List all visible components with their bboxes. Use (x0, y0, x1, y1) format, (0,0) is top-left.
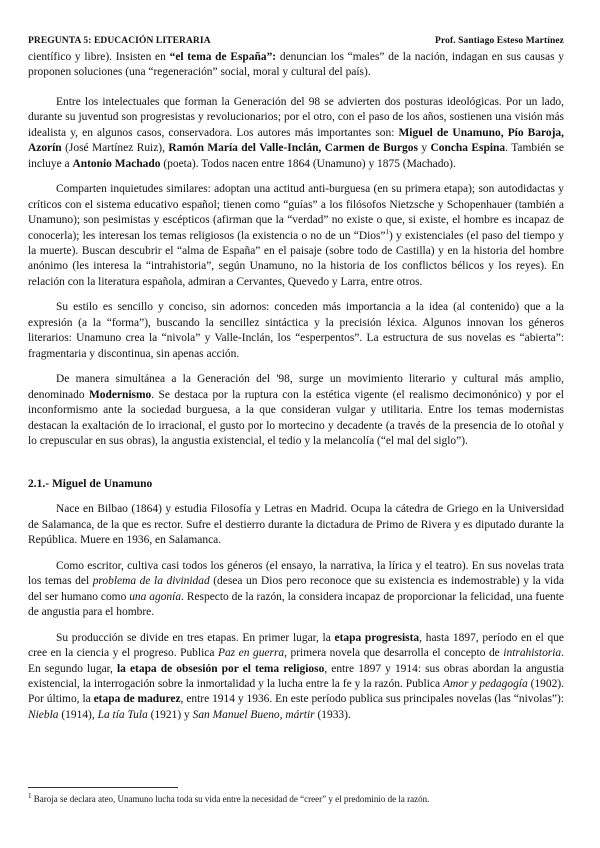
header-left: PREGUNTA 5: EDUCACIÓN LITERARIA (28, 36, 211, 46)
paragraph-unamuno-bio: Nace en Bilbao (1864) y estudia Filosofía y Letras en Madrid. Ocupa la cátedra de Griego en la Universidad de Salamanca, de la que es rector. Sufre el destierro durante la dictadura de Primo de Rivera y es diputado durante la República. Muere en 1936, en Salamanca. (28, 503, 564, 547)
paragraph-intro-continuation: científico y libre). Insisten en “el tema de España”: denuncian los “males” de la nación, indagan en sus causas y proponen soluciones (una “regeneración” social, moral y cultural del país). (28, 51, 564, 79)
document-body (28, 50, 564, 733)
paragraph-modernism: De manera simultánea a la Generación del '98, surge un movimiento literario y cultural más amplio, denominado Modernismo. Se destaca por la ruptura con la estética vigente (el realismo decimonónico) y por el inconformismo ante la sociedad burguesa, a la que consideran vulgar y utilitaria. Entre los temas modernistas destacan la exaltación de lo irracional, el gusto por lo mortecino y decadente (a través de la presencia de lo otoñal y lo crepuscular en sus obras), la angustia existencial, el tedio y la melancolía (“el mal del siglo”). (28, 373, 564, 447)
header-right: Prof. Santiago Esteso Martínez (435, 36, 564, 46)
footnote-reference: 1 (385, 227, 389, 236)
paragraph-ideological-postures: Entre los intelectuales que forman la Generación del 98 se advierten dos posturas ideológicas. Por un lado, durante su juventud son progresistas y revolucionarios; por el otro, con el paso de los años, sostienen una visión más idealista y, en algunos casos, conservadora. Los autores más importantes son: Miguel de Unamuno, Pío Baroja, Azorín (José Martínez Ruiz), Ramón María del Valle-Inclán, Carmen de Burgos y Concha Espina. También se incluye a Antonio Machado (poeta). Todos nacen entre 1864 (Unamuno) y 1875 (Machado). (28, 95, 564, 170)
footnote: $^1$ Baroja se declara ateo, Unamuno lucha toda su vida entre la necesidad de “creer” y el predominio de la razón. (28, 792, 430, 804)
section-title: 2.1.- Miguel de Unamuno (28, 478, 153, 491)
footnote-divider (28, 787, 178, 788)
page-header (28, 36, 564, 46)
paragraph-shared-concerns: Comparten inquietudes similares: adoptan una actitud anti-burguesa (en su primera etapa); son autodidactas y críticos con el sistema educativo español; tienen como “guías” a los filósofos Nietzsche y Schopenhauer (también a Unamuno); son pesimistas y escépticos (afirman que la “verdad” no existe o que, si existe, el hombre es incapaz de conocerla); les interesan los temas religiosos (la existencia o no de un “Dios”$^1$) y existenciales (el paso del tiempo y la muerte). Buscan descubrir el “alma de España” en el paisaje (sobre todo de Castilla) y en la historia del hombre anónimo (les interesa la “intrahistoria”, según Unamuno, no la historia de los conflictos bélicos y los reyes). En relación con la literatura española, admiran a Cervantes, Quevedo y Larra, entre otros. (28, 183, 564, 288)
paragraph-style: Su estilo es sencillo y conciso, sin adornos: conceden más importancia a la idea (al contenido) que a la expresión (a la “forma”), buscando la sencillez sintáctica y la precisión léxica. Algunos innovan los géneros literarios: Unamuno crea la “nivola” y Valle-Inclán, los “esperpentos”. La estructura de sus novelas es “abierta”: fragmentaria y discontinua, sin apenas acción. (28, 301, 564, 360)
paragraph-unamuno-writer: Como escritor, cultiva casi todos los géneros (el ensayo, la narrativa, la lírica y el teatro). En sus novelas trata los temas del problema de la divinidad (desea un Dios pero reconoce que su existencia es indemostrable) y la vida del ser humano como una agonía. Respecto de la razón, la considera incapaz de proporcionar la felicidad, una fuente de angustia para el hombre. (28, 559, 565, 619)
paragraph-unamuno-stages: Su producción se divide en tres etapas. En primer lugar, la etapa progresista, hasta 1897, período en el que cree en la ciencia y el progreso. Publica Paz en guerra, primera novela que desarrolla el concepto de intrahistoria. En segundo lugar, la etapa de obsesión por el tema religioso, entre 1897 y 1914: sus obras abordan la angustia existencial, la interrogación sobre la inmortalidad y la lucha entre la fe y la razón. Publica Amor y pedagogía (1902). Por último, la etapa de madurez, entre 1914 y 1936. En este período publica sus principales novelas (las “nivolas”): Niebla (1914), La tía Tula (1921) y San Manuel Bueno, mártir (1933). (28, 631, 565, 721)
